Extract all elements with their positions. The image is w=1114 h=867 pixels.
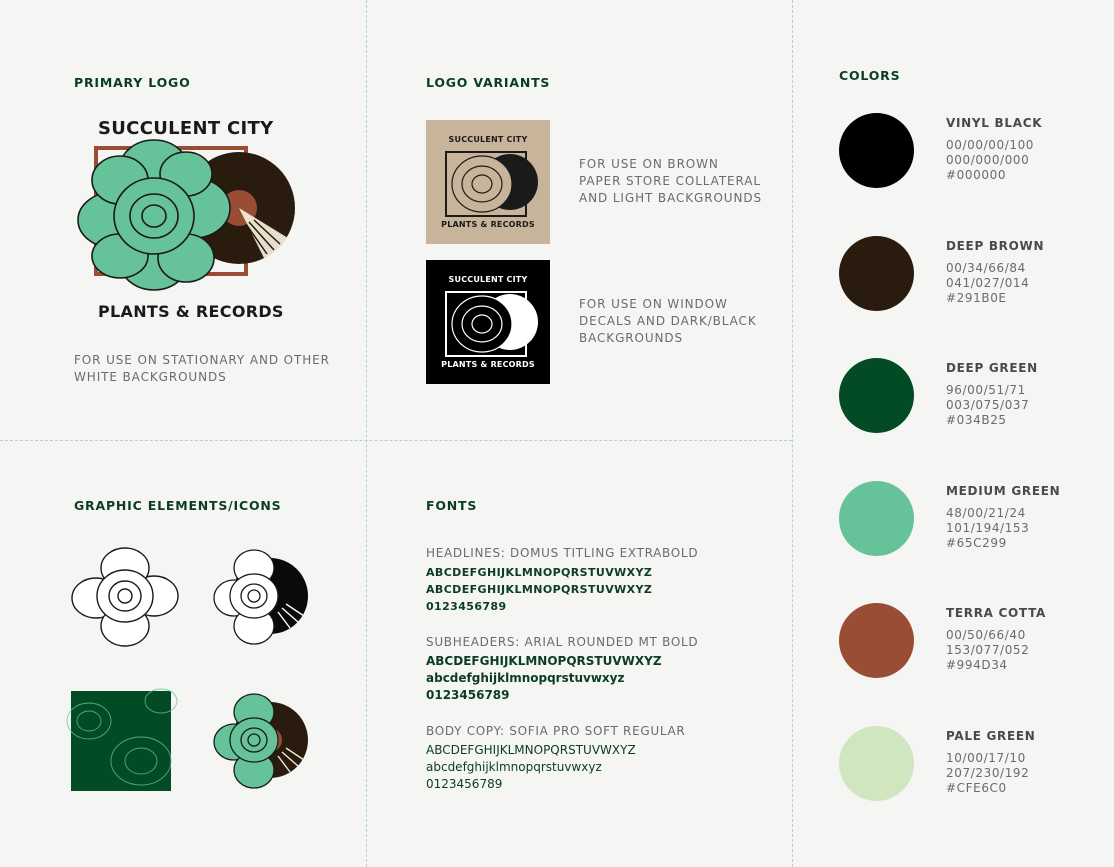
color-swatch [839, 726, 914, 801]
succulent-record-color-icon [210, 690, 310, 790]
color-rgb-value: 000/000/000 [946, 153, 1030, 167]
color-name: PALE GREEN [946, 729, 1036, 743]
color-swatch [839, 481, 914, 556]
color-rgb-value: 003/075/037 [946, 398, 1030, 412]
color-name: DEEP BROWN [946, 239, 1045, 253]
color-rgb-value: 207/230/192 [946, 766, 1030, 780]
color-rgb-value: 101/194/153 [946, 521, 1030, 535]
headline-sample-line-1: ABCDEFGHIJKLMNOPQRSTUVWXYZ [426, 566, 653, 579]
primary-logo-heading: PRIMARY LOGO [74, 75, 191, 90]
column-divider-2 [792, 0, 793, 867]
fonts-heading: FONTS [426, 498, 478, 513]
subheader-sample-line-1: ABCDEFGHIJKLMNOPQRSTUVWXYZ [426, 654, 662, 668]
color-hex-value: #034B25 [946, 413, 1007, 427]
color-name: MEDIUM GREEN [946, 484, 1061, 498]
color-swatch [839, 358, 914, 433]
succulent-record-outline-icon [210, 546, 310, 646]
body-sample-line-2: abcdefghijklmnopqrstuvwxyz [426, 760, 602, 774]
body-sample-line-1: ABCDEFGHIJKLMNOPQRSTUVWXYZ [426, 743, 636, 757]
graphic-elements-heading: GRAPHIC ELEMENTS/ICONS [74, 498, 282, 513]
color-hex-value: #994D34 [946, 658, 1008, 672]
color-cmyk-value: 00/50/66/40 [946, 628, 1026, 642]
succulent-icon [78, 140, 230, 290]
kraft-logo-variant [426, 120, 550, 244]
colors-heading: COLORS [839, 68, 901, 83]
headline-sample-line-3: 0123456789 [426, 600, 507, 613]
logo-variants-heading: LOGO VARIANTS [426, 75, 551, 90]
kraft-variant-bottom-text: PLANTS & RECORDS [441, 220, 535, 229]
color-rgb-value: 041/027/014 [946, 276, 1030, 290]
color-hex-value: #65C299 [946, 536, 1007, 550]
black-variant-top-text: SUCCULENT CITY [448, 275, 528, 284]
column-divider-1 [366, 0, 367, 867]
color-name: TERRA COTTA [946, 606, 1047, 620]
black-logo-variant [426, 260, 550, 384]
subheader-sample-line-3: 0123456789 [426, 688, 510, 702]
row-divider [0, 440, 792, 441]
color-cmyk-value: 48/00/21/24 [946, 506, 1026, 520]
color-swatch [839, 236, 914, 311]
primary-logo-caption: FOR USE ON STATIONARY AND OTHER WHITE BACKGROUNDS [74, 353, 330, 384]
headline-font-label: HEADLINES: DOMUS TITLING EXTRABOLD [426, 546, 699, 560]
color-cmyk-value: 96/00/51/71 [946, 383, 1026, 397]
primary-logo-wordmark-top: SUCCULENT CITY [98, 118, 274, 139]
subheader-font-label: SUBHEADERS: ARIAL ROUNDED MT BOLD [426, 635, 699, 649]
color-hex-value: #291B0E [946, 291, 1007, 305]
color-cmyk-value: 00/00/00/100 [946, 138, 1035, 152]
kraft-variant-caption: FOR USE ON BROWN PAPER STORE COLLATERAL AND LIGHT BACKGROUNDS [579, 157, 763, 205]
color-hex-value: #000000 [946, 168, 1007, 182]
black-variant-caption: FOR USE ON WINDOW DECALS AND DARK/BLACK BACKGROUNDS [579, 297, 757, 345]
succulent-outline-icon [70, 546, 180, 646]
black-variant-bottom-text: PLANTS & RECORDS [441, 360, 535, 369]
color-cmyk-value: 10/00/17/10 [946, 751, 1026, 765]
subheader-sample-line-2: abcdefghijklmnopqrstuvwxyz [426, 671, 625, 685]
primary-logo-wordmark-bottom: PLANTS & RECORDS [98, 302, 284, 321]
body-sample-line-3: 0123456789 [426, 777, 503, 791]
color-hex-value: #CFE6C0 [946, 781, 1007, 795]
color-name: VINYL BLACK [946, 116, 1043, 130]
color-name: DEEP GREEN [946, 361, 1038, 375]
body-font-label: BODY COPY: SOFIA PRO SOFT REGULAR [426, 724, 686, 738]
primary-logo-artwork [74, 138, 304, 308]
color-swatch [839, 113, 914, 188]
kraft-variant-top-text: SUCCULENT CITY [448, 135, 528, 144]
color-cmyk-value: 00/34/66/84 [946, 261, 1026, 275]
succulent-pattern-icon [71, 691, 171, 791]
headline-sample-line-2: ABCDEFGHIJKLMNOPQRSTUVWXYZ [426, 583, 653, 596]
color-rgb-value: 153/077/052 [946, 643, 1030, 657]
color-swatch [839, 603, 914, 678]
